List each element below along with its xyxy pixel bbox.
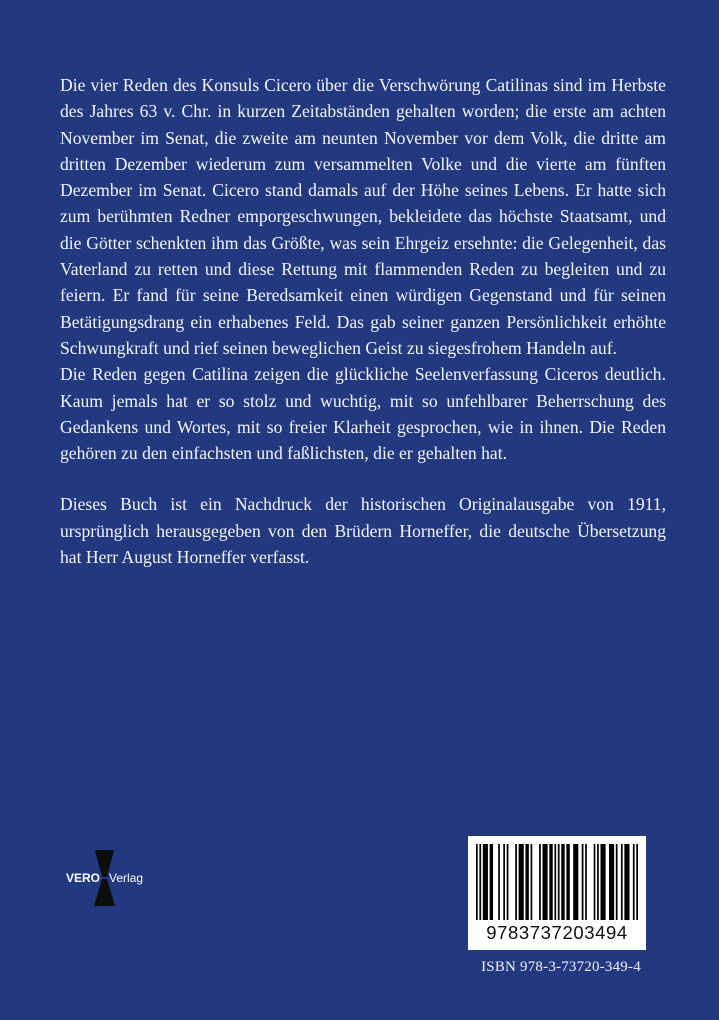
barcode-bar — [609, 844, 614, 920]
barcode-bar — [503, 844, 505, 920]
barcode-bar — [483, 844, 488, 920]
barcode-bar — [525, 844, 528, 920]
barcode-bar — [554, 844, 556, 920]
barcode-bar — [636, 844, 638, 920]
barcode-bar — [600, 844, 605, 920]
barcode — [468, 836, 646, 950]
barcode-bar — [573, 844, 578, 920]
barcode-bar — [621, 844, 623, 920]
barcode-bars — [476, 844, 638, 922]
barcode-bar — [566, 844, 569, 920]
barcode-bar — [561, 844, 564, 920]
barcode-bar — [476, 844, 478, 920]
barcode-bar — [549, 844, 552, 920]
barcode-bar — [597, 844, 599, 920]
isbn-label: ISBN 978-3-73720-349-4 — [481, 959, 641, 975]
barcode-bar — [543, 844, 548, 920]
barcode-bar — [519, 844, 524, 920]
blurb-paragraph-1: Die vier Reden des Konsuls Cicero über die Verschwörung Catilinas sind im Herbste des Jahres 63 v. Chr. in kurzen Zeitabständen gehalten worden; die erste am achten November im Senat, die zweite am neunten November vor dem Volk, die dritte am dritten Dezember wiederum zum versammelten Volke und die vierte am fünften Dezember im Senat. Cicero stand damals auf der Höhe seines Lebens. Er hatte sich zum berühmten Redner emporgeschwungen, bekleidete das höchste Staatsamt, und die Götter schenkten ihm das Größte, was sein Ehrgeiz ersehnte: die Gelegenheit, das Vaterland zu retten und diese Rettung mit flammenden Reden zu begleiten und zu feiern. Er fand für seine Beredsamkeit einen würdigen Gegenstand und für seinen Betätigungsdrang ein erhabenes Feld. Das gab seiner ganzen Persönlichkeit erhöhte Schwungkraft und rief seinen beweglichen Geist zu siegesfrohem Handeln auf. — [60, 75, 666, 358]
barcode-bar — [616, 844, 618, 920]
barcode-bar — [594, 844, 596, 920]
barcode-bar — [585, 844, 587, 920]
blurb-text — [60, 72, 666, 570]
barcode-bar — [633, 844, 635, 920]
barcode-bar — [490, 844, 493, 920]
barcode-bar — [507, 844, 509, 920]
publisher-logo — [62, 848, 162, 908]
logo-vero-text: VERO — [66, 871, 101, 885]
barcode-bar — [531, 844, 533, 920]
barcode-bar — [624, 844, 629, 920]
barcode-bar — [479, 844, 481, 920]
barcode-digits: 9783737203494 — [486, 922, 628, 943]
logo-verlag-text: Verlag — [109, 871, 144, 885]
barcode-bar — [515, 844, 517, 920]
barcode-bar — [582, 844, 584, 920]
reprint-note: Dieses Buch ist ein Nachdruck der historischen Originalausgabe von 1911, ursprünglich herausgegeben von den Brüdern Horneffer, die deutsche Übersetzung hat Herr August Horneffer verfasst. — [60, 494, 666, 568]
barcode-bar — [558, 844, 560, 920]
blurb-paragraph-2: Die Reden gegen Catilina zeigen die glückliche Seelenverfassung Ciceros deutlich. Kaum jemals hat er so stolz und wuchtig, mit so unfehlbarer Beherrschung des Gedankens und Wortes, mit so freier Klarheit gesprochen, wie in ihnen. Die Reden gehören zu den einfachsten und faßlichsten, die er gehalten hat. — [60, 364, 666, 464]
barcode-bar — [498, 844, 500, 920]
barcode-bar — [539, 844, 541, 920]
